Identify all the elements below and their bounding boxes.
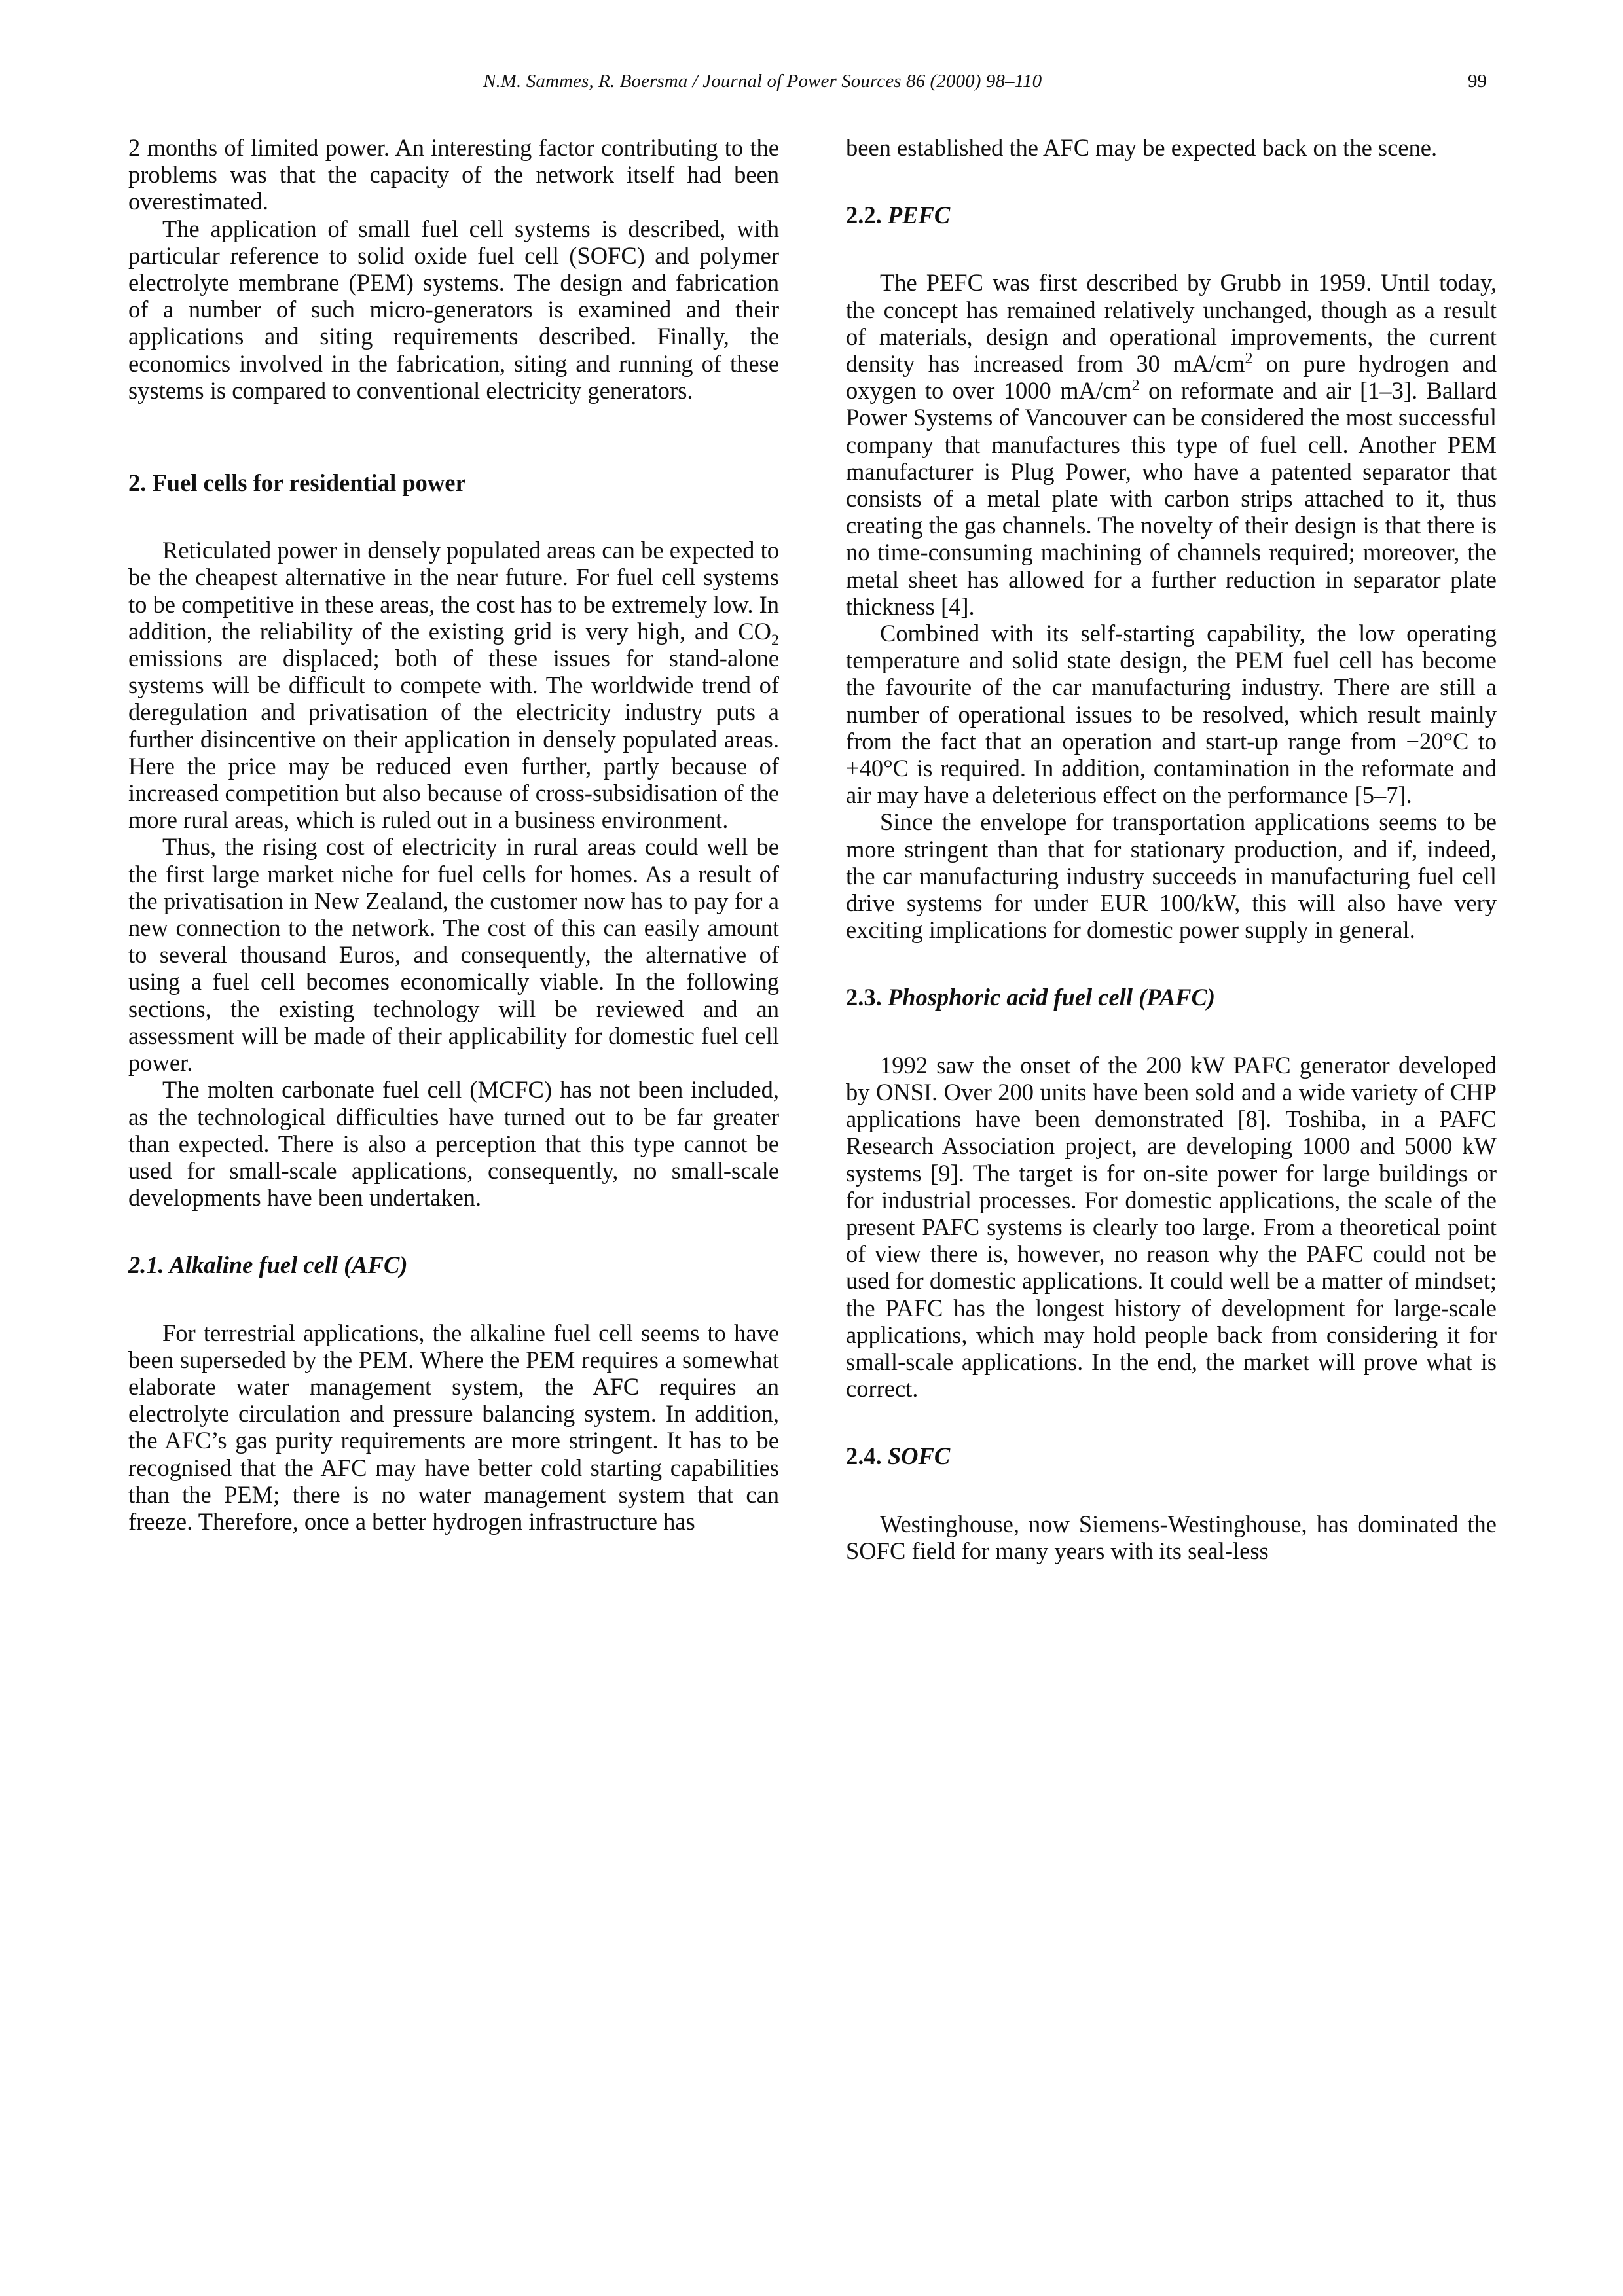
- subsection-title: Phosphoric acid fuel cell (PAFC): [887, 984, 1216, 1011]
- text-run: Reticulated power in densely populated areas can be expected to be the cheapest alternative in the near future. For fuel cell systems to be competitive in these areas, the cost has to be extremely low. In addition, the reliability of the existing grid is very high, and CO: [128, 537, 779, 645]
- subsection-title: SOFC: [887, 1443, 951, 1470]
- paragraph-afc: For terrestrial applications, the alkaline fuel cell seems to have been superseded by the PEM. Where the PEM requires a somewhat elaborate water management system, the AFC requires an electrolyte circulation and pressure balancing system. In addition, the AFC’s gas purity requirements are more stringent. It has to be recognised that the AFC may have better cold starting capabilities than the PEM; there is no water management system that can freeze. Therefore, once a better hydrogen infrastructure has: [128, 1319, 779, 1535]
- right-column: [846, 134, 1497, 1564]
- left-column: [128, 134, 779, 1535]
- paragraph-reticulated: [128, 537, 779, 833]
- paragraph-afc-continued: been established the AFC may be expected back on the scene.: [846, 134, 1438, 161]
- subsection-heading-2-2: [846, 202, 1497, 228]
- spacer: [846, 161, 1497, 202]
- spacer: [846, 228, 1497, 269]
- spacer: [846, 943, 1497, 984]
- paragraph-mcfc: The molten carbonate fuel cell (MCFC) has not been included, as the technological difficulties have turned out to be far greater than expected. There is also a perception that this type cannot be used for small-scale applications, consequently, no small-scale developments have been undertaken.: [128, 1076, 779, 1211]
- paragraph-pafc: 1992 saw the onset of the 200 kW PAFC generator developed by ONSI. Over 200 units have been sold and a wide variety of CHP applications have been demonstrated [8]. Toshiba, in a PAFC Research Association project, are developing 1000 and 5000 kW systems [9]. The target is for on-site power for large buildings or for industrial processes. For domestic applications, the scale of the present PAFC systems is clearly too large. From a theoretical point of view there is, however, no reason why the PAFC could not be used for domestic applications. It could well be a matter of mindset; the PAFC has the longest history of development for large-scale applications, which may hold people back from considering it for small-scale applications. In the end, the market will prove what is correct.: [846, 1051, 1497, 1403]
- subscript: 2: [771, 632, 779, 649]
- text-run: The PEFC was first described by Grubb in 1959. Until today, the concept has remained relatively unchanged, though as a result of materials, design and operational improvements, the current density has increased from 30 mA/cm: [846, 269, 1497, 378]
- superscript: 2: [1245, 350, 1253, 367]
- running-header: [0, 71, 1623, 99]
- section-heading-2: 2. Fuel cells for residential power: [128, 469, 466, 497]
- subsection-heading-2-4: [846, 1443, 1497, 1469]
- subsection-number: 2.2.: [846, 202, 888, 229]
- subsection-number: 2.3.: [846, 984, 888, 1011]
- spacer: [846, 1470, 1497, 1511]
- spacer: [128, 496, 779, 537]
- text-run: on reformate and air [1–3]. Ballard Power Systems of Vancouver can be considered the most successful company that manufactures this type of fuel cell. Another PEM manufacturer is Plug Power, who have a patented separator that consists of a metal plate with carbon strips attached to it, thus creating the gas channels. The novelty of their design is that there is no time-consuming machining of channels required; moreover, the metal sheet has allowed for a further reduction in separator plate thickness [4].: [846, 377, 1497, 620]
- subsection-number: 2.1.: [128, 1251, 170, 1279]
- page-number: 99: [1468, 71, 1487, 92]
- subsection-heading-2-1: [128, 1251, 779, 1278]
- spacer: [128, 1211, 779, 1251]
- paragraph-since: Since the envelope for transportation applications seems to be more stringent than that for stationary production, and if, indeed, the car manufacturing industry succeeds in manufacturing fuel cell drive systems for under EUR 100/kW, this will also have very exciting implications for domestic power supply in general.: [846, 808, 1497, 944]
- subsection-number: 2.4.: [846, 1443, 888, 1470]
- subsection-heading-2-3: [846, 984, 1497, 1011]
- paragraph-thus: Thus, the rising cost of electricity in rural areas could well be the first large market niche for fuel cells for homes. As a result of the privatisation in New Zealand, the customer now has to pay for a new connection to the network. The cost of this can easily amount to several thousand Euros, and consequently, the alternative of using a fuel cell becomes economically viable. In the following sections, the existing technology will be reviewed and an assessment will be made of their applicability for domestic fuel cell power.: [128, 833, 779, 1077]
- spacer: [846, 1011, 1497, 1052]
- paragraph-pefc: [846, 269, 1497, 620]
- journal-citation: N.M. Sammes, R. Boersma / Journal of Power Sources 86 (2000) 98–110: [483, 71, 1042, 92]
- spacer: [846, 1402, 1497, 1443]
- spacer: [128, 1279, 779, 1319]
- paragraph-sofc: Westinghouse, now Siemens-Westinghouse, has dominated the SOFC field for many years with its seal-less: [846, 1510, 1497, 1564]
- text-run: on pure hydrogen and oxygen to over 1000 mA/cm: [846, 350, 1497, 404]
- paragraph-combined: Combined with its self-starting capability, the low operating temperature and solid state design, the PEM fuel cell has become the favourite of the car manufacturing industry. There are still a number of operational issues to be resolved, which result mainly from the fact that an operation and start-up range from −20°C to +40°C is required. In addition, contamination in the reformate and air may have a deleterious effect on the performance [5–7].: [846, 620, 1497, 809]
- paragraph-application: The application of small fuel cell systems is described, with particular reference to solid oxide fuel cell (SOFC) and polymer electrolyte membrane (PEM) systems. The design and fabrication of a number of such micro-generators is examined and their applications and siting requirements described. Finally, the economics involved in the fabrication, siting and running of these systems is compared to conventional electricity generators.: [128, 215, 779, 404]
- superscript: 2: [1131, 377, 1140, 395]
- text-run: emissions are displaced; both of these issues for stand-alone systems will be difficult to compete with. The worldwide trend of deregulation and privatisation of the electricity industry puts a further disincentive on their application in densely populated areas. Here the price may be reduced even further, partly because of increased competition but also because of cross-subsidisation of the more rural areas, which is ruled out in a business environment.: [128, 645, 779, 834]
- subsection-title: Alkaline fuel cell (AFC): [169, 1251, 408, 1279]
- spacer: [128, 404, 779, 469]
- subsection-title: PEFC: [887, 202, 951, 229]
- paragraph-continued: 2 months of limited power. An interesting factor contributing to the problems was that the capacity of the network itself had been overestimated.: [128, 134, 779, 215]
